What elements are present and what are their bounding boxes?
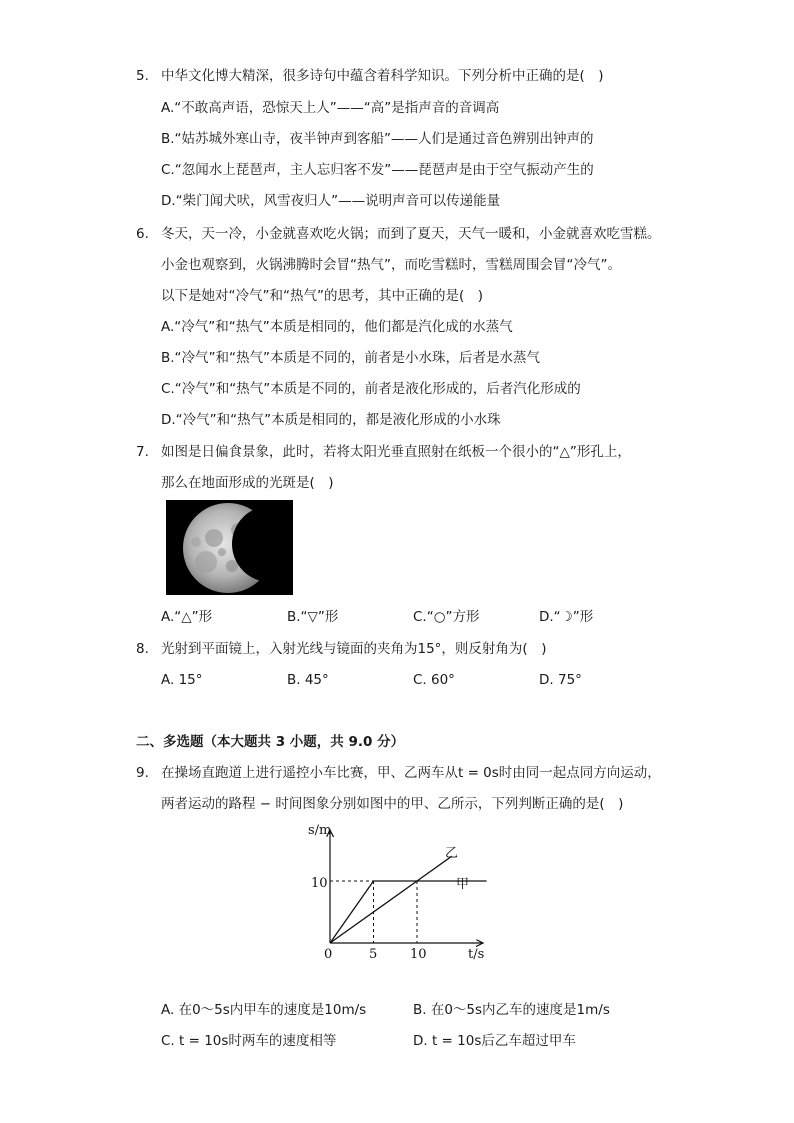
q6-stem-line: 以下是她对“冷气”和“热气”的思考，其中正确的是( ) (161, 288, 484, 304)
x-tick-10: 10 (410, 947, 427, 962)
series-label-jia: 甲 (456, 877, 470, 892)
q5-number: 5. (136, 68, 149, 84)
q7-stem-line: 那么在地面形成的光斑是( ) (161, 475, 334, 491)
q7-option-d: D.“☽”形 (539, 609, 594, 625)
q5-option-d: D.“柴门闻犬吠，风雪夜归人”——说明声音可以传递能量 (161, 193, 501, 209)
q7-option-c: C.“○”方形 (413, 609, 480, 625)
q8-option-d: D. 75° (539, 672, 582, 688)
q6-option-b: B.“冷气”和“热气”本质是不同的，前者是小水珠，后者是水蒸气 (161, 350, 541, 366)
q8-number: 8. (136, 641, 149, 657)
q6-number: 6. (136, 226, 149, 242)
q6-stem-line: 小金也观察到，火锅沸腾时会冒“热气”，而吃雪糕时，雪糕周围会冒“冷气”。 (161, 257, 621, 273)
series-lines (330, 856, 487, 943)
q9-option-a: A. 在0～5s内甲车的速度是10m/s (161, 1002, 367, 1018)
q7-option-b: B.“▽”形 (287, 609, 339, 625)
q7-stem-line: 如图是日偏食景象，此时，若将太阳光垂直照射在纸板一个很小的“△”形孔上， (161, 444, 631, 460)
q7-number: 7. (136, 444, 149, 460)
q9-option-b: B. 在0～5s内乙车的速度是1m/s (413, 1002, 610, 1018)
q6-option-d: D.“冷气”和“热气”本质是相同的，都是液化形成的小水珠 (161, 412, 501, 428)
q8-option-a: A. 15° (161, 672, 203, 688)
q5-option-b: B.“姑苏城外寒山寺，夜半钟声到客船”——人们是通过音色辨别出钟声的 (161, 131, 594, 147)
origin-label: 0 (324, 947, 333, 962)
y-tick-10: 10 (311, 876, 328, 891)
q8-stem: 光射到平面镜上，入射光线与镜面的夹角为15°，则反射角为( ) (161, 641, 547, 657)
q9-number: 9. (136, 765, 149, 781)
q6-option-c: C.“冷气”和“热气”本质是不同的，前者是液化形成的，后者汽化形成的 (161, 381, 581, 397)
x-axis-label: t/s (468, 947, 485, 962)
q9-stem-line: 两者运动的路程 − 时间图象分别如图中的甲、乙所示，下列判断正确的是( ) (161, 796, 624, 812)
q9-option-c: C. t = 10s时两车的速度相等 (161, 1033, 337, 1049)
q6-stem-line: 冬天，天一冷，小金就喜欢吃火锅；而到了夏天，天气一暖和，小金就喜欢吃雪糕。 (161, 226, 661, 242)
partial-solar-eclipse-image (166, 500, 293, 595)
section-heading: 二、多选题（本大题共 3 小题，共 9.0 分） (136, 734, 405, 750)
x-tick-5: 5 (369, 947, 378, 962)
q5-stem: 中华文化博大精深，很多诗句中蕴含着科学知识。下列分析中正确的是( ) (161, 68, 604, 84)
q9-stem-line: 在操场直跑道上进行遥控小车比赛，甲、乙两车从t = 0s时由同一起点同方向运动， (161, 765, 661, 781)
q7-option-a: A.“△”形 (161, 609, 213, 625)
series-line-yi (330, 856, 452, 943)
q8-option-b: B. 45° (287, 672, 329, 688)
y-axis-label: s/m (308, 823, 332, 838)
q8-option-c: C. 60° (413, 672, 455, 688)
series-label-yi: 乙 (445, 846, 459, 861)
distance-time-graph (300, 820, 500, 965)
q5-option-c: C.“忽闻水上琵琶声，主人忘归客不发”——琵琶声是由于空气振动产生的 (161, 162, 594, 178)
graph-svg (300, 820, 500, 965)
q9-option-d: D. t = 10s后乙车超过甲车 (413, 1033, 576, 1049)
q5-option-a: A.“不敢高声语，恐惊天上人”——“高”是指声音的音调高 (161, 100, 500, 116)
q6-option-a: A.“冷气”和“热气”本质是相同的，他们都是汽化成的水蒸气 (161, 319, 513, 335)
